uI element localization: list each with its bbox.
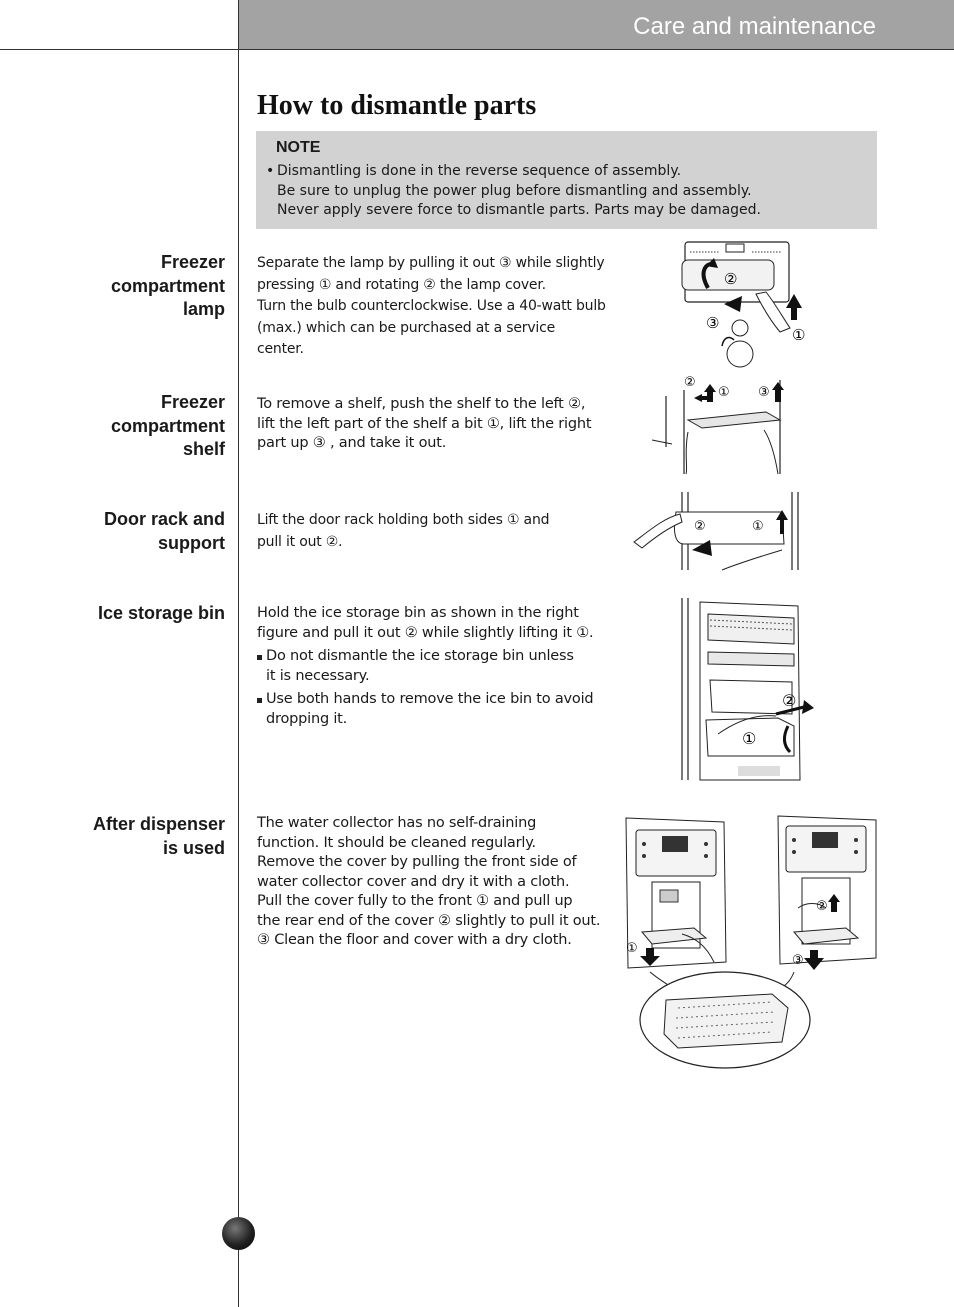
- section-label-freezer-lamp: Freezer compartment lamp: [110, 252, 225, 319]
- step-marker: ③: [792, 953, 804, 968]
- header-divider: [0, 49, 954, 50]
- door-rack-illustration: [632, 490, 802, 572]
- section-text-ice-bin: Hold the ice storage bin as shown in the right figure and pull it out ② while slightly lifting it ①. Do not dismantle the ice storage bin unless it is necessary. Use both hands to remove the ice bin to avoid dropping it.: [257, 604, 607, 729]
- step-marker: ①: [718, 385, 730, 400]
- note-title: NOTE: [276, 139, 321, 156]
- dispenser-illustration: [622, 812, 880, 1072]
- page-title: How to dismantle parts: [257, 90, 537, 121]
- step-marker: ①: [752, 519, 764, 534]
- section-text-door-rack: Lift the door rack holding both sides ① and pull it out ②.: [257, 512, 550, 550]
- page-marker-dot: [222, 1217, 255, 1250]
- bullet-item: Use both hands to remove the ice bin to avoid dropping it.: [257, 690, 607, 729]
- step-marker: ①: [626, 941, 638, 956]
- bullet-icon: •: [266, 163, 275, 179]
- section-text-freezer-lamp: Separate the lamp by pulling it out ③ while slightly pressing ① and rotating ② the lamp cover. Turn the bulb counterclockwise. Use a 40-watt bulb (max.) which can be purchased at a service center.: [257, 255, 606, 357]
- step-marker: ②: [724, 270, 738, 288]
- step-marker: ③: [706, 314, 720, 332]
- bullet-item: Do not dismantle the ice storage bin unless it is necessary.: [257, 647, 607, 686]
- ice-bin-illustration: [678, 596, 814, 784]
- step-marker: ②: [782, 691, 797, 710]
- step-marker: ②: [694, 519, 706, 534]
- header-band: [239, 0, 954, 50]
- section-label-ice-bin: Ice storage bin: [97, 603, 225, 623]
- section-label-dispenser: After dispenser is used: [92, 814, 225, 858]
- step-marker: ①: [742, 729, 757, 748]
- step-marker: ②: [684, 375, 696, 390]
- margin-divider: [238, 0, 239, 1307]
- section-text-freezer-shelf: To remove a shelf, push the shelf to the left ②, lift the left part of the shelf a bit ①, lift the right part up ③ , and take it out.: [257, 396, 592, 451]
- lamp-illustration: [670, 236, 820, 366]
- section-header-title: Care and maintenance: [633, 13, 876, 40]
- section-label-freezer-shelf: Freezer compartment shelf: [110, 392, 225, 459]
- note-line: • Dismantling is done in the reverse sequence of assembly.: [266, 162, 761, 182]
- note-line: Be sure to unplug the power plug before dismantling and assembly.: [277, 182, 752, 199]
- section-text-dispenser: The water collector has no self-draining function. It should be cleaned regularly. Remove the cover by pulling the front side of water collector cover and dry it with a cloth. Pull the cover fully to the front ① and pull up the rear end of the cover ② slightly to pull it out. ③ Clean the floor and cover with a dry cloth.: [257, 815, 601, 948]
- step-marker: ②: [816, 899, 828, 914]
- step-marker: ③: [758, 385, 770, 400]
- note-text: [266, 162, 761, 221]
- shelf-illustration: [648, 372, 798, 477]
- section-label-door-rack: Door rack and support: [103, 509, 225, 553]
- note-box: [256, 131, 877, 229]
- note-line: Never apply severe force to dismantle parts. Parts may be damaged.: [277, 202, 762, 218]
- step-marker: ①: [792, 326, 806, 344]
